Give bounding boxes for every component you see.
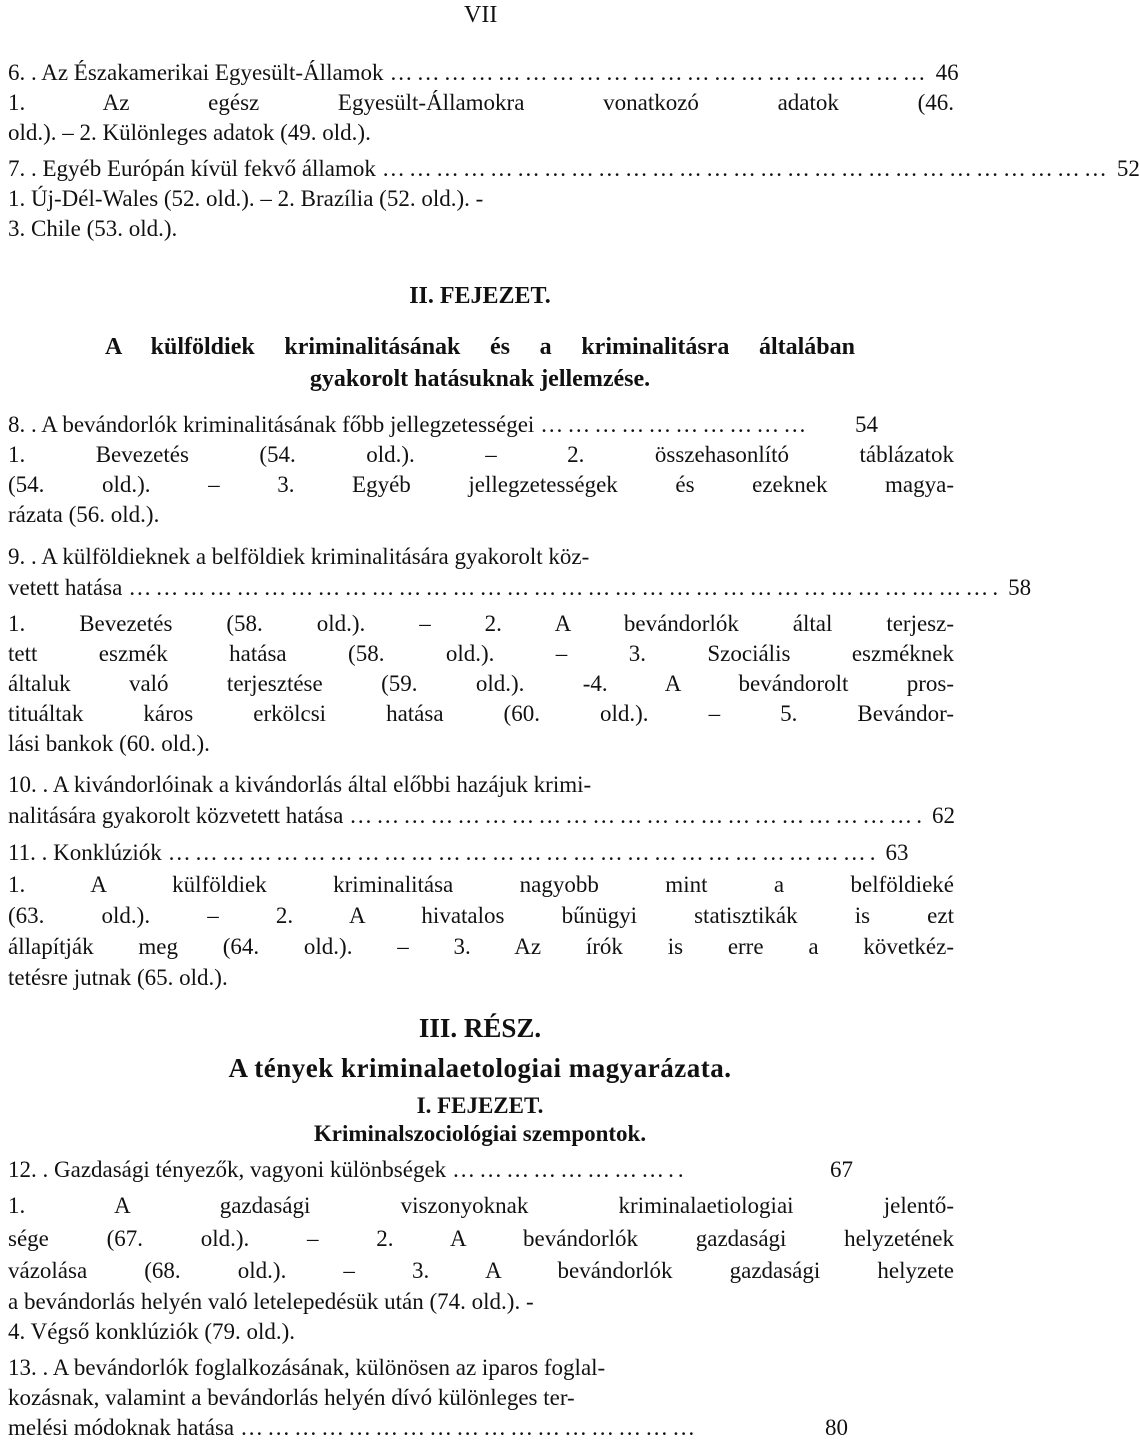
toc-line-s9-l2: tett eszmék hatása (58. old.). – 3. Szociális eszméknek (8, 641, 954, 666)
entry-title: 7. . Egyéb Európán kívül fekvő államok (8, 156, 376, 181)
toc-line-s13-t3 (8, 1413, 848, 1443)
entry-page-number: 54 (855, 412, 878, 437)
toc-line-part3-title: A tények kriminalaetologiai magyarázata. (228, 1053, 732, 1083)
entry-title: nalitására gyakorolt közvetett hatása (8, 803, 344, 828)
toc-line-s6-l2: old.). – 2. Különleges adatok (49. old.). (8, 120, 371, 145)
entry-page-number: 58 (1008, 575, 1032, 600)
toc-line-s12-l5: 4. Végső konklúziók (79. old.). (8, 1319, 296, 1344)
toc-line-s9-t1: 9. . A külföldieknek a belföldiek kriminalitására gyakorolt köz- (8, 544, 590, 569)
page-number: VII (464, 2, 498, 28)
toc-line-ch2-t1: A külföldiek kriminalitásának és a kriminalitásra általában (105, 334, 855, 360)
entry-title: melési módoknak hatása (8, 1415, 235, 1440)
toc-line-s7-l2: 3. Chile (53. old.). (8, 216, 178, 241)
entry-page-number: 67 (830, 1157, 853, 1182)
toc-line-s12-l4: a bevándorlás helyén való letelepedésük után (74. old.). - (8, 1289, 534, 1314)
dot-leader: …………………………………………… (240, 1415, 700, 1440)
toc-line-s8-l2: (54. old.). – 3. Egyéb jellegzetességek és ezeknek magya- (8, 472, 954, 497)
toc-line-s9-t2 (8, 573, 1032, 603)
entry-title: 12. . Gazdasági tényezők, vagyoni különbségek (8, 1157, 447, 1182)
toc-line-s11-l1: 1. A külföldiek kriminalitása nagyobb mint a belföldieké (8, 872, 954, 897)
dot-leader: ……………………………………………………………………………………. (128, 575, 1003, 600)
toc-line-s8-title (8, 410, 878, 440)
toc-line-s11-l4: tetésre jutnak (65. old.). (8, 965, 228, 990)
dot-leader: ……………………………………………………………………. (167, 840, 880, 865)
toc-line-s12-title (8, 1155, 853, 1185)
toc-line-s13-t2: kozásnak, valamint a bevándorlás helyén dívó különleges ter- (8, 1385, 575, 1410)
toc-line-s7-l1: 1. Új-Dél-Wales (52. old.). – 2. Brazília (52. old.). - (8, 186, 484, 211)
entry-page-number: 63 (885, 840, 909, 865)
dot-leader: ……………………………………………………………………… (381, 156, 1111, 181)
toc-line-ch2: II. FEJEZET. (409, 283, 551, 309)
toc-line-s6-title (8, 58, 959, 88)
toc-line-s11-l3: állapítják meg (64. old.). – 3. Az írók is erre a követkéz- (8, 934, 954, 959)
toc-line-s6-l1: 1. Az egész Egyesült-Államokra vonatkozó adatok (46. (8, 90, 954, 115)
toc-line-s12-l1: 1. A gazdasági viszonyoknak kriminalaetiologiai jelentő- (8, 1193, 954, 1218)
toc-line-s9-l1: 1. Bevezetés (58. old.). – 2. A bevándorlók által terjesz- (8, 611, 954, 636)
toc-line-s11-l2: (63. old.). – 2. A hivatalos bűnügyi statisztikák is ezt (8, 903, 954, 928)
toc-line-s9-l3: általuk való terjesztése (59. old.). -4. A bevándorolt pros- (8, 671, 954, 696)
dot-leader: …………………….. (452, 1157, 688, 1182)
dot-leader: ………………………………………………………. (349, 803, 927, 828)
toc-line-s12-l2: sége (67. old.). – 2. A bevándorlók gazdasági helyzetének (8, 1226, 954, 1251)
toc-line-ch1-title: Kriminalszociológiai szempontok. (313, 1121, 647, 1146)
entry-title: 11. . Konklúziók (8, 840, 162, 865)
dot-leader: …………………………………………………… (389, 60, 930, 85)
toc-line-s7-title (8, 154, 1140, 184)
toc-line-s9-l5: lási bankok (60. old.). (8, 731, 210, 756)
toc-line-s10-t1: 10. . A kivándorlóinak a kivándorlás által előbbi hazájuk krimi- (8, 772, 592, 797)
toc-line-s11-title (8, 838, 909, 868)
entry-title: 6. . Az Északamerikai Egyesült-Államok (8, 60, 384, 85)
toc-line-ch2-t2: gyakorolt hatásuknak jellemzése. (309, 366, 651, 392)
entry-page-number: 46 (935, 60, 959, 85)
toc-line-s12-l3: vázolása (68. old.). – 3. A bevándorlók gazdasági helyzete (8, 1258, 954, 1283)
entry-page-number: 80 (825, 1415, 848, 1440)
toc-line-s8-l1: 1. Bevezetés (54. old.). – 2. összehasonlító táblázatok (8, 442, 954, 467)
toc-line-s13-t1: 13. . A bevándorlók foglalkozásának, különösen az iparos foglal- (8, 1355, 606, 1380)
dot-leader: ………………………… (540, 412, 811, 437)
toc-line-part3: III. RÉSZ. (418, 1013, 542, 1043)
entry-title: vetett hatása (8, 575, 123, 600)
toc-line-s10-t2 (8, 801, 956, 831)
entry-page-number: 52 (1116, 156, 1140, 181)
toc-line-s9-l4: tituáltak káros erkölcsi hatása (60. old.). – 5. Bevándor- (8, 701, 954, 726)
toc-line-s8-l3: rázata (56. old.). (8, 502, 160, 527)
entry-page-number: 62 (932, 803, 956, 828)
toc-line-ch1: I. FEJEZET. (416, 1093, 544, 1118)
entry-title: 8. . A bevándorlók kriminalitásának főbb jellegzetességei (8, 412, 535, 437)
